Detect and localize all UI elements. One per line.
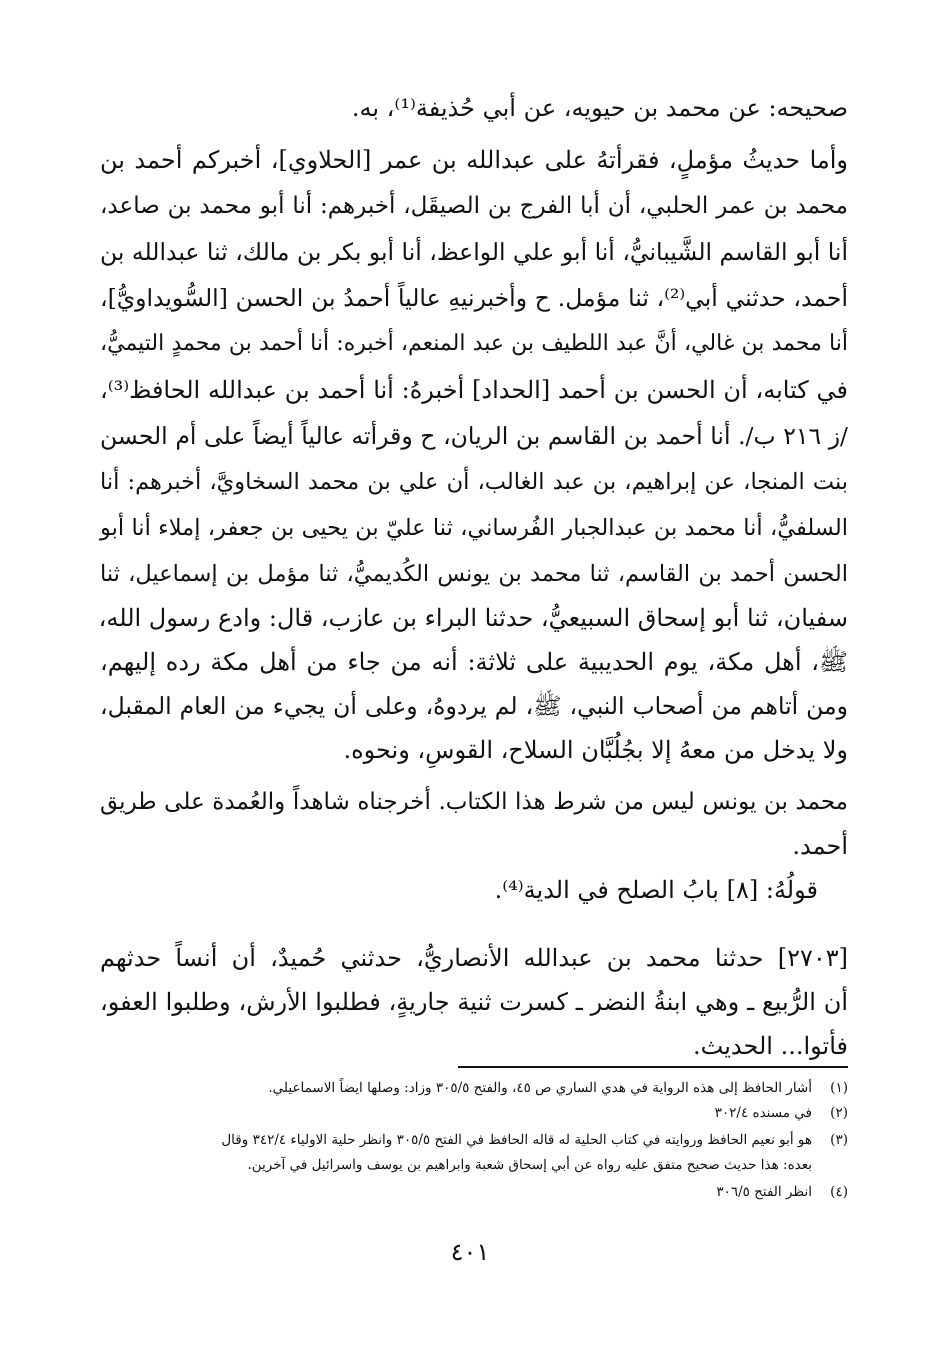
text-line-20: أن الرُّبيع ـ وهي ابنةُ النضر ـ كسرت ثنية جاريةٍ، فطلبوا الأرش، وطلبوا العفو، [100, 988, 848, 1016]
text-line-7: في كتابه، أن الحسن بن أحمد [الحداد] أخبرهُ: أنا أحمد بن عبدالله الحافظ⁽³⁾، [100, 376, 848, 404]
footnote-1 [100, 1076, 848, 1100]
footnote-number: (١) [830, 1080, 848, 1096]
text-line-16: محمد بن يونس ليس من شرط هذا الكتاب. أخرجناه شاهداً والعُمدة على طريق [100, 789, 848, 815]
text-line-6: أنا محمد بن غالي، أنَّ عبد اللطيف بن عبد المنعم، أخبره: أنا أحمد بن محمدٍ التيميُّ، [100, 331, 848, 356]
text-line-11: الحسن أحمد بن القاسم، ثنا محمد بن يونس الكُديميُّ، ثنا مؤمل بن إسماعيل، ثنا [100, 561, 848, 587]
footnote-text: هو أبو نعيم الحافظ وروايته في كتاب الحلية له قاله الحافظ في الفتح ٣٠٥/٥ وانظر حلية الاولياء ٣٤٢/٤ وقال [221, 1132, 812, 1148]
footnote-number: (٤) [830, 1184, 848, 1200]
text-line-3: محمد بن عمر الحلبي، أن أبا الفرج بن الصيقَل، أخبرهم: أنا أبو محمد بن صاعد، [100, 193, 848, 219]
footnote-text: في مسنده ٣٠٢/٤ [714, 1105, 812, 1121]
footnote-number: (٢) [830, 1105, 848, 1121]
footnote-3 [100, 1128, 848, 1152]
text-line-21: فأتوا... الحديث. [693, 1032, 848, 1060]
text-line-17: أحمد. [792, 832, 848, 860]
page-number: ٤٠١ [450, 1238, 490, 1266]
footnote-number: (٣) [830, 1132, 848, 1148]
text-line-14: ومن أتاهم من أصحاب النبي، ﷺ، لم يردوهُ، وعلى أن يجيء من العام المقبل، [100, 692, 848, 720]
text-line-8: /ز ٢١٦ ب/. أنا أحمد بن القاسم بن الريان، ح وقرأته عالياً أيضاً على أم الحسن [100, 422, 848, 450]
footnote-text: أشار الحافظ إلى هذه الرواية في هدي الساري ص ٤٥، والفتح ٣٠٥/٥ وزاد: وصلها ايضاً الاسماعيلي. [268, 1080, 812, 1096]
text-line-19: [٢٧٠٣] حدثنا محمد بن عبدالله الأنصاريُّ، حدثني حُميدٌ، أن أنساً حدثهم [100, 944, 848, 972]
text-line-4: أنا أبو القاسم الشَّيبانيُّ، أنا أبو علي الواعظ، أنا أبو بكر بن مالك، ثنا عبدالله بن [100, 238, 848, 266]
text-line-12: سفيان، ثنا أبو إسحاق السبيعيُّ، حدثنا البراء بن عازب، قال: وادع رسول الله، [98, 604, 848, 632]
footnote-text: بعده: هذا حديث صحيح متفق عليه رواه عن أبي إسحاق شعبة وابراهيم بن يوسف واسرائيل في آخرين. [247, 1157, 812, 1173]
footnote-text: انظر الفتح ٣٠٦/٥ [716, 1184, 812, 1200]
text-line-2: وأما حديثُ مؤملٍ، فقرأتهُ على عبدالله بن عمر [الحلاوي]، أخبركم أحمد بن [100, 146, 848, 174]
text-line-1: صحيحه: عن محمد بن حيويه، عن أبي حُذيفة⁽¹⁾، به. [351, 94, 848, 122]
section-heading: قولُهُ: [٨] بابُ الصلح في الدية⁽⁴⁾. [494, 876, 818, 904]
footnote-3-continued [100, 1153, 848, 1177]
text-line-5: أحمد، حدثني أبي⁽²⁾، ثنا مؤمل. ح وأخبرنيهِ عالياً أحمدُ بن الحسن [السُّويداويُّ]، [100, 284, 848, 312]
footnote-divider [458, 1066, 848, 1068]
text-line-10: السلفيُّ، أنا محمد بن عبدالجبار الفُرساني، ثنا عليّ بن يحيى بن جعفر، إملاء أنا أبو [100, 515, 848, 541]
text-line-15: ولا يدخل من معهُ إلا بجُلُبَّان السلاح، القوسِ، ونحوه. [343, 736, 848, 764]
footnote-2 [100, 1101, 848, 1125]
footnote-4 [100, 1180, 848, 1204]
text-line-13: ﷺ، أهل مكة، يوم الحديبية على ثلاثة: أنه من جاء من أهل مكة رده إليهم، [100, 648, 848, 676]
text-line-9: بنت المنجا، عن إبراهيم، بن عبد الغالب، أن علي بن محمد السخاويَّ، أخبرهم: أنا [100, 469, 848, 495]
